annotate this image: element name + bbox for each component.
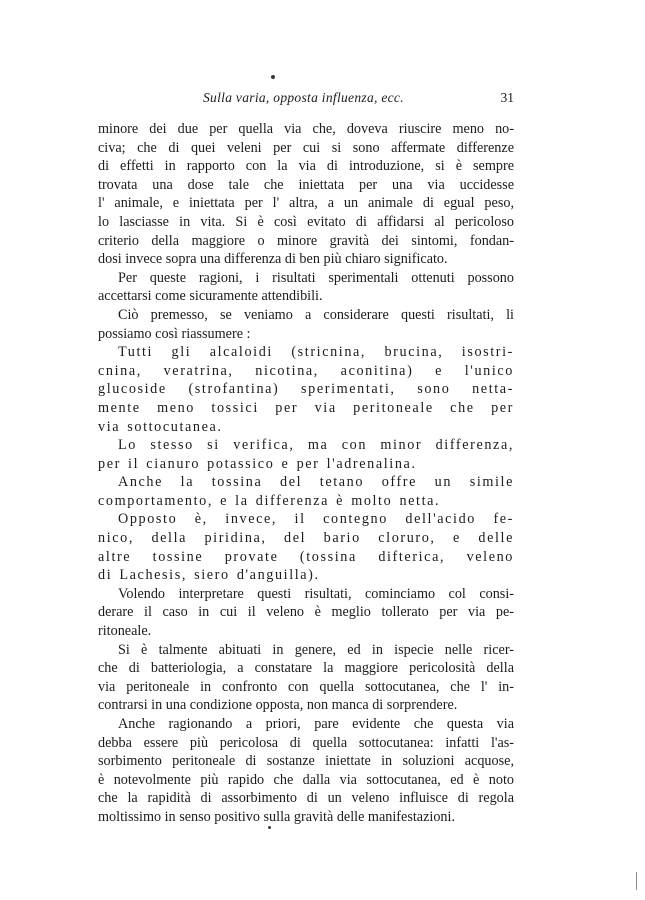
- page-number: 31: [500, 90, 514, 105]
- text-line: derare il caso in cui il veleno è meglio tollerato per via pe-: [98, 604, 514, 621]
- text-line: Si è talmente abituati in genere, ed in ispecie nelle ricer-: [118, 641, 514, 658]
- text-line: accettarsi come sicuramente attendibili.: [98, 288, 323, 305]
- text-line: glucoside (strofantina) sperimentati, sono netta-: [98, 381, 514, 398]
- text-line: altre tossine provate (tossina difterica, veleno: [98, 548, 514, 565]
- text-line: che la rapidità di assorbimento di un veleno influisce di regola: [98, 790, 514, 807]
- text-line: di Lachesis, siero d'anguilla).: [98, 567, 320, 584]
- text-line: per il cianuro potassico e per l'adrenalina.: [98, 455, 417, 472]
- ink-dot-bottom: [268, 826, 271, 829]
- text-line: l' animale, e iniettata per l' altra, a un animale di egual peso,: [98, 195, 514, 212]
- text-line: via peritoneale in confronto con quella sottocutanea, che l' in-: [98, 678, 514, 695]
- edge-mark: [636, 872, 637, 890]
- text-line: mente meno tossici per via peritoneale che per: [98, 399, 514, 416]
- text-line: Opposto è, invece, il contegno dell'acido fe-: [118, 511, 514, 528]
- text-line: trovata una dose tale che iniettata per una via uccidesse: [98, 176, 514, 193]
- text-line: Lo stesso si verifica, ma con minor differenza,: [118, 437, 514, 454]
- text-line: ritoneale.: [98, 623, 152, 640]
- text-line: è notevolmente più rapido che dalla via sottocutanea, ed è noto: [98, 771, 514, 788]
- text-line: sorbimento peritoneale di sostanze iniettate in soluzioni acquose,: [98, 753, 514, 770]
- text-line: criterio della maggiore o minore gravità dei sintomi, fondan-: [98, 232, 514, 249]
- text-line: nico, della piridina, del bario cloruro, e delle: [98, 530, 514, 547]
- text-line: comportamento, e la differenza è molto netta.: [98, 492, 441, 509]
- text-line: Anche la tossina del tetano offre un simile: [118, 474, 514, 491]
- body-text: [98, 120, 514, 827]
- text-line: lo lasciasse in vita. Si è così evitato di affidarsi al pericoloso: [98, 213, 514, 230]
- text-line: civa; che di quei veleni per cui si sono affermate differenze: [98, 139, 514, 156]
- text-line: Anche ragionando a priori, pare evidente che questa via: [118, 716, 514, 732]
- text-line: via sottocutanea.: [98, 418, 223, 435]
- text-line: debba essere più pericolosa di quella sottocutanea: infatti l'as-: [98, 734, 514, 751]
- text-line: moltissimo in senso positivo sulla gravità delle manifestazioni.: [98, 808, 456, 825]
- text-line: contrarsi in una condizione opposta, non manca di sorprendere.: [98, 697, 458, 714]
- text-line: Per queste ragioni, i risultati sperimentali ottenuti possono: [118, 269, 514, 286]
- text-line: possiamo così riassumere :: [98, 325, 251, 342]
- text-line: che di batteriologia, a constatare la maggiore pericolosità della: [98, 660, 514, 677]
- text-line: cnina, veratrina, nicotina, aconitina) e l'unico: [98, 362, 514, 379]
- text-line: Tutti gli alcaloidi (stricnina, brucina, isostri-: [118, 344, 514, 361]
- text-line: di effetti in rapporto con la via di introduzione, si è sempre: [98, 158, 514, 175]
- ink-dot-top: [271, 75, 275, 79]
- running-title: Sulla varia, opposta influenza, ecc.: [203, 90, 404, 105]
- text-line: minore dei due per quella via che, doveva riuscire meno no-: [98, 121, 514, 137]
- text-line: Ciò premesso, se veniamo a considerare questi risultati, li: [118, 306, 514, 323]
- text-line: dosi invece sopra una differenza di ben più chiaro significato.: [98, 251, 448, 268]
- text-line: Volendo interpretare questi risultati, cominciamo col consi-: [118, 585, 514, 602]
